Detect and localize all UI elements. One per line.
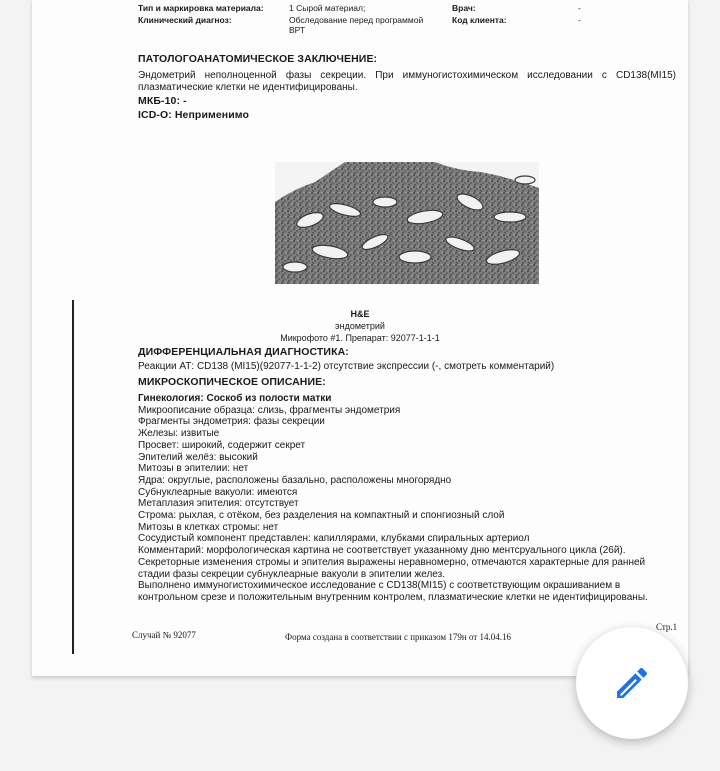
- edit-button[interactable]: [576, 627, 688, 739]
- microscopy-line: Железы: извитые: [138, 428, 220, 440]
- microscopy-line: Микроописание образца: слизь, фрагменты эндометрия: [138, 404, 401, 416]
- microscopy-line: Секреторные изменения стромы и эпителия выражены неравномерно, отмечаются характерные для ранней: [138, 556, 646, 568]
- microscopy-line: Просвет: широкий, содержит секрет: [138, 439, 306, 451]
- form-note: Форма создана в соответствии с приказом 179н от 14.04.16: [285, 632, 511, 642]
- microscopy-line: Ядра: округлые, расположены базально, расположены многорядно: [138, 474, 452, 486]
- micrograph-image: [275, 162, 539, 284]
- microscopy-line: Гинекология: Соскоб из полости матки: [138, 393, 332, 404]
- microscopy-line: Метаплазия эпителия: отсутствует: [138, 498, 299, 510]
- clinical-diagnosis-value-cont: ВРТ: [289, 25, 306, 35]
- microscopy-line: Строма: рыхлая, с отёком, без разделения на компактный и спонгиозный слой: [138, 510, 505, 522]
- microscopy-line: стадии фазы секреции субнуклеарные вакуоли в эпителии желез.: [138, 568, 446, 580]
- microscopy-line: контрольном срезе и положительным внутренним контролем, плазматические клетки не идентифицированы.: [138, 591, 648, 603]
- margin-rule: [72, 300, 74, 654]
- microscopy-line: Митозы в эпителии: нет: [138, 463, 249, 475]
- differential-text: Реакции АТ: CD138 (MI15)(92077-1-1-2) отсутствие экспрессии (-, смотреть комментарий): [138, 361, 555, 372]
- material-type-label: Тип и маркировка материала:: [138, 3, 264, 13]
- microscopy-line: Комментарий: морфологическая картина не соответствует указанному дню ментсруального цикла (26й).: [138, 545, 626, 557]
- microscopy-line: Субнуклеарные вакуоли: имеются: [138, 486, 298, 498]
- page-number: Стр.1: [656, 622, 678, 632]
- conclusion-title: ПАТОЛОГОАНАТОМИЧЕСКОЕ ЗАКЛЮЧЕНИЕ:: [138, 53, 378, 65]
- conclusion-text: Эндометрий неполноценной фазы секреции. При иммуногистохимическом исследовании с CD138(MI15) плазматические клетки не идентифицированы.: [138, 70, 676, 93]
- case-number: Случай № 92077: [132, 630, 196, 640]
- figure-tissue: эндометрий: [335, 321, 385, 331]
- doctor-label: Врач:: [452, 3, 476, 13]
- client-code-label: Код клиента:: [452, 15, 507, 25]
- microscopy-line: Митозы в клетках стромы: нет: [138, 521, 279, 533]
- figure-caption: Микрофото #1. Препарат: 92077-1-1-1: [280, 333, 440, 343]
- pencil-icon: [612, 663, 652, 703]
- client-code-value: -: [578, 15, 581, 25]
- differential-title: ДИФФЕРЕНЦИАЛЬНАЯ ДИАГНОСТИКА:: [138, 346, 349, 358]
- mkb-code: МКБ-10: -: [138, 95, 187, 107]
- figure-stain: H&E: [350, 309, 370, 319]
- icdo-code: ICD-O: Неприменимо: [138, 109, 250, 121]
- microscopy-description: [138, 393, 648, 604]
- microscopy-line: Сосудистый компонент представлен: капиллярами, клубками спиральных артериол: [138, 533, 530, 545]
- microscopy-line: Эпителий желёз: высокий: [138, 451, 258, 463]
- microscopy-line: Выполнено иммуногистохимическое исследование с CD138(MI15) с соответствующим окрашиванием в: [138, 580, 621, 592]
- doctor-value: -: [578, 3, 581, 13]
- microscopy-title: МИКРОСКОПИЧЕСКОЕ ОПИСАНИЕ:: [138, 376, 326, 388]
- material-type-value: 1 Сырой материал;: [289, 3, 366, 13]
- clinical-diagnosis-value: Обследование перед программой: [289, 15, 424, 25]
- microscopy-line: Фрагменты эндометрия: фазы секреции: [138, 416, 325, 428]
- document-page: [32, 0, 688, 676]
- clinical-diagnosis-label: Клинический диагноз:: [138, 15, 232, 25]
